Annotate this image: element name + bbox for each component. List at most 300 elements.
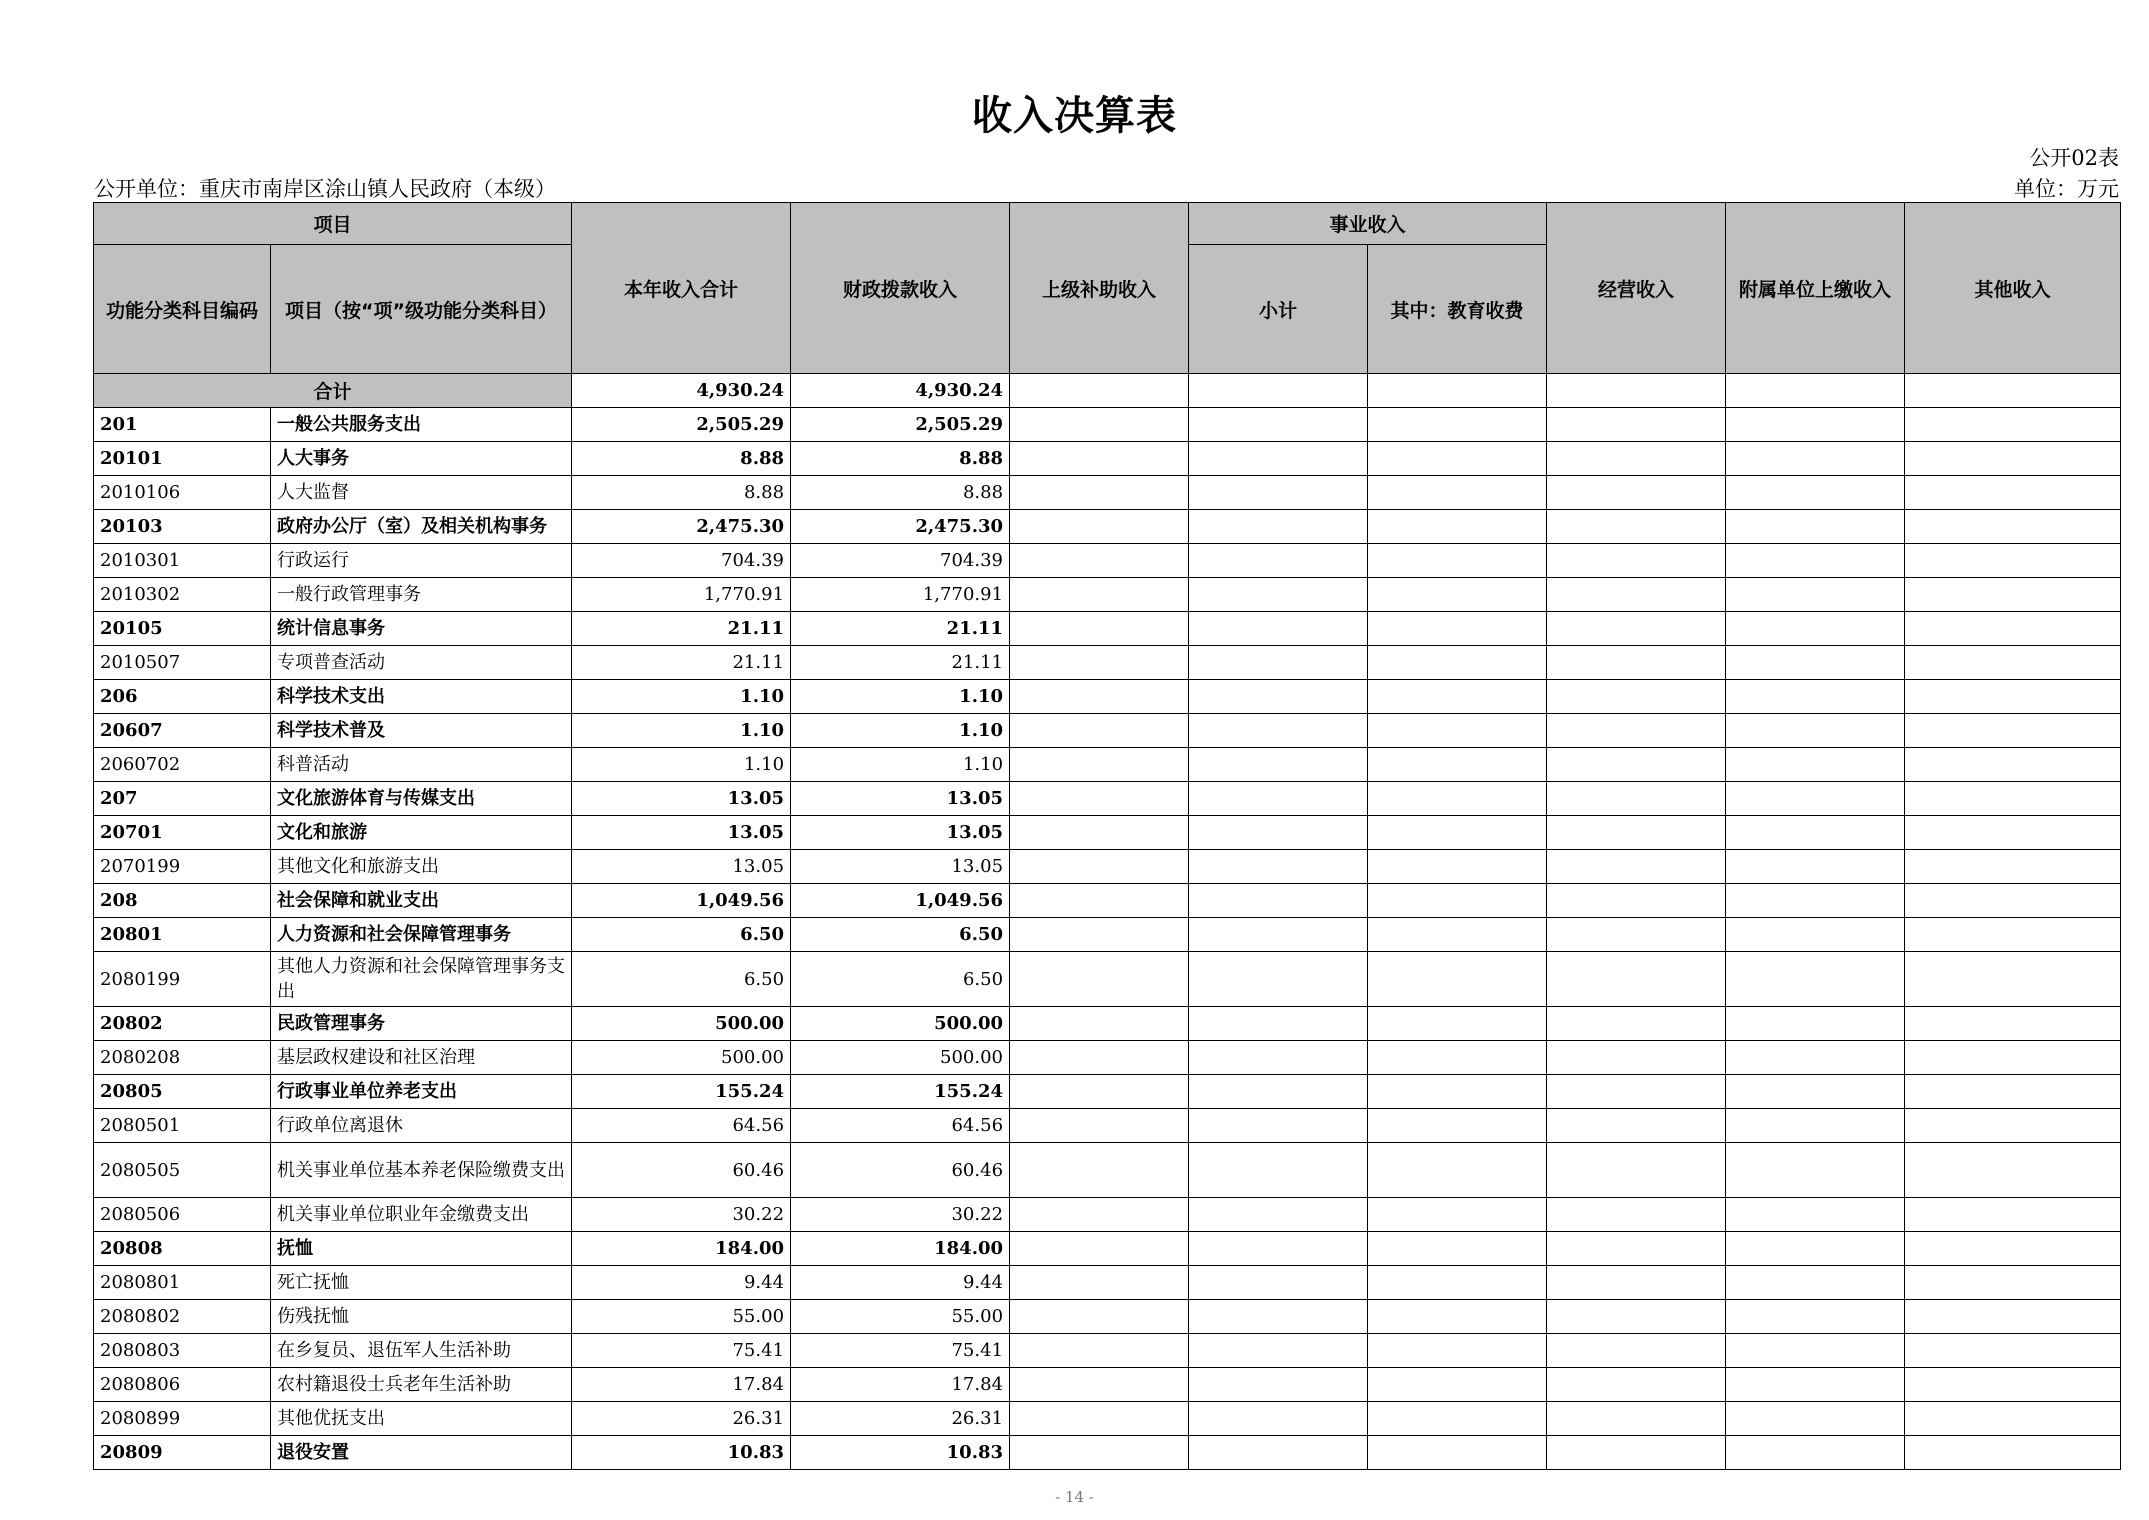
empty-cell xyxy=(1010,578,1189,612)
total-fiscal-value: 4,930.24 xyxy=(791,374,1010,408)
empty-cell xyxy=(1010,476,1189,510)
row-code: 2010507 xyxy=(94,646,271,680)
row-fiscal: 64.56 xyxy=(791,1109,1010,1143)
total-label: 合计 xyxy=(94,374,572,408)
empty-cell xyxy=(1189,1007,1368,1041)
empty-cell xyxy=(1368,1266,1547,1300)
row-name: 科学技术支出 xyxy=(271,680,572,714)
empty-cell xyxy=(1905,748,2121,782)
empty-cell xyxy=(1010,1334,1189,1368)
empty-cell xyxy=(1010,408,1189,442)
empty-cell xyxy=(1189,1368,1368,1402)
empty-cell xyxy=(1905,1368,2121,1402)
form-number: 公开02表 xyxy=(2029,146,2119,170)
empty-cell xyxy=(1189,1266,1368,1300)
empty-cell xyxy=(1547,1143,1726,1198)
row-fiscal: 155.24 xyxy=(791,1075,1010,1109)
row-total-income: 184.00 xyxy=(572,1232,791,1266)
empty-cell xyxy=(1189,1109,1368,1143)
empty-cell xyxy=(1368,646,1547,680)
row-name: 人大事务 xyxy=(271,442,572,476)
empty-cell xyxy=(1726,612,1905,646)
row-fiscal: 500.00 xyxy=(791,1041,1010,1075)
row-total-income: 6.50 xyxy=(572,918,791,952)
empty-cell xyxy=(1189,476,1368,510)
empty-cell xyxy=(1368,816,1547,850)
empty-cell xyxy=(1905,646,2121,680)
empty-cell xyxy=(1189,544,1368,578)
empty-cell xyxy=(1010,782,1189,816)
row-code: 2080899 xyxy=(94,1402,271,1436)
empty-cell xyxy=(1368,1402,1547,1436)
empty-cell xyxy=(1726,782,1905,816)
empty-cell xyxy=(1010,1007,1189,1041)
row-code: 20701 xyxy=(94,816,271,850)
row-total-income: 1.10 xyxy=(572,680,791,714)
empty-cell xyxy=(1726,884,1905,918)
empty-cell xyxy=(1189,646,1368,680)
row-name: 伤残抚恤 xyxy=(271,1300,572,1334)
row-fiscal: 8.88 xyxy=(791,476,1010,510)
row-name: 行政单位离退休 xyxy=(271,1109,572,1143)
row-total-income: 64.56 xyxy=(572,1109,791,1143)
row-total-income: 26.31 xyxy=(572,1402,791,1436)
row-fiscal: 2,505.29 xyxy=(791,408,1010,442)
page-title: 收入决算表 xyxy=(972,93,1177,139)
empty-cell xyxy=(1905,1232,2121,1266)
empty-cell xyxy=(1726,442,1905,476)
row-fiscal: 1.10 xyxy=(791,748,1010,782)
row-name: 人大监督 xyxy=(271,476,572,510)
row-code: 20607 xyxy=(94,714,271,748)
row-code: 20802 xyxy=(94,1007,271,1041)
row-fiscal: 704.39 xyxy=(791,544,1010,578)
row-code: 2010302 xyxy=(94,578,271,612)
empty-cell xyxy=(1189,408,1368,442)
empty-cell xyxy=(1010,1232,1189,1266)
row-name: 一般公共服务支出 xyxy=(271,408,572,442)
row-name: 基层政权建设和社区治理 xyxy=(271,1041,572,1075)
empty-cell xyxy=(1189,442,1368,476)
empty-cell xyxy=(1010,918,1189,952)
header-total-income: 本年收入合计 xyxy=(572,203,791,374)
empty-cell xyxy=(1010,714,1189,748)
empty-cell xyxy=(1726,646,1905,680)
table-row xyxy=(94,1232,2121,1266)
row-total-income: 8.88 xyxy=(572,442,791,476)
table-row xyxy=(94,1198,2121,1232)
row-fiscal: 8.88 xyxy=(791,442,1010,476)
row-total-income: 155.24 xyxy=(572,1075,791,1109)
row-name: 退役安置 xyxy=(271,1436,572,1470)
empty-cell xyxy=(1905,1143,2121,1198)
empty-cell xyxy=(1905,1075,2121,1109)
row-name: 政府办公厅（室）及相关机构事务 xyxy=(271,510,572,544)
row-code: 20808 xyxy=(94,1232,271,1266)
header-education: 其中：教育收费 xyxy=(1368,245,1547,374)
empty-cell xyxy=(1726,510,1905,544)
row-code: 2080199 xyxy=(94,952,271,1007)
empty-cell xyxy=(1905,850,2121,884)
empty-cell xyxy=(1726,1266,1905,1300)
empty-cell xyxy=(1726,816,1905,850)
empty-cell xyxy=(1547,1041,1726,1075)
empty-cell xyxy=(1010,1198,1189,1232)
row-code: 2080803 xyxy=(94,1334,271,1368)
row-name: 科学技术普及 xyxy=(271,714,572,748)
row-total-income: 2,475.30 xyxy=(572,510,791,544)
empty-cell xyxy=(1368,782,1547,816)
empty-cell xyxy=(1189,884,1368,918)
row-name: 科普活动 xyxy=(271,748,572,782)
empty-cell xyxy=(1010,510,1189,544)
empty-cell xyxy=(1010,884,1189,918)
header-fiscal: 财政拨款收入 xyxy=(791,203,1010,374)
empty-cell xyxy=(1905,578,2121,612)
row-fiscal: 55.00 xyxy=(791,1300,1010,1334)
row-total-income: 500.00 xyxy=(572,1007,791,1041)
empty-cell xyxy=(1547,408,1726,442)
row-name: 其他优抚支出 xyxy=(271,1402,572,1436)
empty-cell xyxy=(1010,1402,1189,1436)
row-fiscal: 1,049.56 xyxy=(791,884,1010,918)
row-code: 2080505 xyxy=(94,1143,271,1198)
empty-cell xyxy=(1726,1436,1905,1470)
row-name: 人力资源和社会保障管理事务 xyxy=(271,918,572,952)
row-fiscal: 10.83 xyxy=(791,1436,1010,1470)
row-code: 20809 xyxy=(94,1436,271,1470)
empty-cell xyxy=(1547,850,1726,884)
empty-cell xyxy=(1905,476,2121,510)
empty-cell xyxy=(1905,714,2121,748)
table-row xyxy=(94,476,2121,510)
row-fiscal: 6.50 xyxy=(791,952,1010,1007)
row-name: 民政管理事务 xyxy=(271,1007,572,1041)
row-fiscal: 60.46 xyxy=(791,1143,1010,1198)
table-row xyxy=(94,646,2121,680)
row-code: 2080806 xyxy=(94,1368,271,1402)
empty-cell xyxy=(1189,510,1368,544)
row-code: 2010301 xyxy=(94,544,271,578)
empty-cell xyxy=(1189,1402,1368,1436)
row-name: 社会保障和就业支出 xyxy=(271,884,572,918)
empty-cell xyxy=(1905,1334,2121,1368)
empty-cell xyxy=(1905,442,2121,476)
row-code: 201 xyxy=(94,408,271,442)
row-total-income: 1.10 xyxy=(572,714,791,748)
row-total-income: 75.41 xyxy=(572,1334,791,1368)
empty-cell xyxy=(1547,646,1726,680)
row-name: 专项普查活动 xyxy=(271,646,572,680)
empty-cell xyxy=(1189,1436,1368,1470)
row-name: 行政运行 xyxy=(271,544,572,578)
row-fiscal: 2,475.30 xyxy=(791,510,1010,544)
empty-cell xyxy=(1368,1143,1547,1198)
empty-cell xyxy=(1726,1007,1905,1041)
row-code: 2010106 xyxy=(94,476,271,510)
empty-cell xyxy=(1905,1300,2121,1334)
row-code: 20105 xyxy=(94,612,271,646)
table-row xyxy=(94,612,2121,646)
empty-cell xyxy=(1368,748,1547,782)
empty-cell xyxy=(1010,850,1189,884)
table-row xyxy=(94,1007,2121,1041)
total-row xyxy=(94,374,2121,408)
header-subtotal: 小计 xyxy=(1189,245,1368,374)
row-fiscal: 17.84 xyxy=(791,1368,1010,1402)
empty-cell xyxy=(1189,714,1368,748)
empty-cell xyxy=(1726,1368,1905,1402)
row-total-income: 17.84 xyxy=(572,1368,791,1402)
empty-cell xyxy=(1905,884,2121,918)
row-code: 2080506 xyxy=(94,1198,271,1232)
empty-cell xyxy=(1368,1041,1547,1075)
empty-cell xyxy=(1905,1198,2121,1232)
table-row xyxy=(94,816,2121,850)
table-row xyxy=(94,578,2121,612)
row-total-income: 30.22 xyxy=(572,1198,791,1232)
empty-cell xyxy=(1547,1198,1726,1232)
table-row xyxy=(94,850,2121,884)
empty-cell xyxy=(1547,1266,1726,1300)
table-row xyxy=(94,1143,2121,1198)
empty-cell xyxy=(1547,510,1726,544)
header-affiliated: 附属单位上缴收入 xyxy=(1726,203,1905,374)
row-total-income: 60.46 xyxy=(572,1143,791,1198)
empty-cell xyxy=(1010,1143,1189,1198)
empty-cell xyxy=(1905,544,2121,578)
empty-cell xyxy=(1547,884,1726,918)
empty-cell xyxy=(1368,680,1547,714)
table-row xyxy=(94,1402,2121,1436)
row-fiscal: 9.44 xyxy=(791,1266,1010,1300)
table-row xyxy=(94,1041,2121,1075)
table-row xyxy=(94,918,2121,952)
empty-cell xyxy=(1547,1436,1726,1470)
empty-cell xyxy=(1726,952,1905,1007)
empty-cell xyxy=(1189,1041,1368,1075)
empty-cell xyxy=(1905,816,2121,850)
row-fiscal: 13.05 xyxy=(791,782,1010,816)
empty-cell xyxy=(1189,952,1368,1007)
empty-cell xyxy=(1726,680,1905,714)
row-total-income: 9.44 xyxy=(572,1266,791,1300)
empty-cell xyxy=(1189,782,1368,816)
row-fiscal: 30.22 xyxy=(791,1198,1010,1232)
empty-cell xyxy=(1547,816,1726,850)
empty-cell xyxy=(1905,1109,2121,1143)
empty-cell xyxy=(1189,850,1368,884)
table-row xyxy=(94,510,2121,544)
row-name: 文化旅游体育与传媒支出 xyxy=(271,782,572,816)
table-row xyxy=(94,1368,2121,1402)
empty-cell xyxy=(1547,1007,1726,1041)
row-name: 机关事业单位职业年金缴费支出 xyxy=(271,1198,572,1232)
row-code: 20101 xyxy=(94,442,271,476)
row-name: 行政事业单位养老支出 xyxy=(271,1075,572,1109)
table-row xyxy=(94,1109,2121,1143)
row-total-income: 704.39 xyxy=(572,544,791,578)
row-name: 死亡抚恤 xyxy=(271,1266,572,1300)
empty-cell xyxy=(1189,748,1368,782)
empty-cell xyxy=(1368,850,1547,884)
row-name: 一般行政管理事务 xyxy=(271,578,572,612)
row-total-income: 13.05 xyxy=(572,816,791,850)
empty-cell xyxy=(1368,612,1547,646)
empty-cell xyxy=(1547,1402,1726,1436)
empty-cell xyxy=(1368,1007,1547,1041)
empty-cell xyxy=(1189,918,1368,952)
row-fiscal: 26.31 xyxy=(791,1402,1010,1436)
row-name: 在乡复员、退伍军人生活补助 xyxy=(271,1334,572,1368)
row-total-income: 21.11 xyxy=(572,612,791,646)
empty-cell xyxy=(1189,1300,1368,1334)
empty-cell xyxy=(1010,748,1189,782)
empty-cell xyxy=(1368,952,1547,1007)
row-name: 其他文化和旅游支出 xyxy=(271,850,572,884)
row-code: 208 xyxy=(94,884,271,918)
empty-cell xyxy=(1726,1402,1905,1436)
empty-cell xyxy=(1905,952,2121,1007)
empty-cell xyxy=(1547,1109,1726,1143)
empty-cell xyxy=(1905,408,2121,442)
empty-cell xyxy=(1726,1300,1905,1334)
empty-cell xyxy=(1905,510,2121,544)
empty-cell xyxy=(1368,1300,1547,1334)
row-fiscal: 75.41 xyxy=(791,1334,1010,1368)
empty-cell xyxy=(1905,612,2121,646)
table-row xyxy=(94,680,2121,714)
row-code: 2080802 xyxy=(94,1300,271,1334)
empty-cell xyxy=(1726,1334,1905,1368)
empty-cell xyxy=(1547,748,1726,782)
row-fiscal: 184.00 xyxy=(791,1232,1010,1266)
empty-cell xyxy=(1547,952,1726,1007)
empty-cell xyxy=(1010,1436,1189,1470)
table-row xyxy=(94,1075,2121,1109)
table-row xyxy=(94,544,2121,578)
empty-cell xyxy=(1010,612,1189,646)
table-row xyxy=(94,1436,2121,1470)
income-table xyxy=(93,202,2121,1470)
table-row xyxy=(94,884,2121,918)
empty-cell xyxy=(1368,1109,1547,1143)
row-fiscal: 6.50 xyxy=(791,918,1010,952)
empty-cell xyxy=(1547,1368,1726,1402)
row-code: 20103 xyxy=(94,510,271,544)
row-total-income: 8.88 xyxy=(572,476,791,510)
table-row xyxy=(94,1266,2121,1300)
empty-cell xyxy=(1189,1143,1368,1198)
table-row xyxy=(94,1334,2121,1368)
empty-cell xyxy=(1010,1075,1189,1109)
empty-cell xyxy=(1726,850,1905,884)
empty-cell xyxy=(1905,680,2121,714)
row-fiscal: 1,770.91 xyxy=(791,578,1010,612)
empty-cell xyxy=(1547,442,1726,476)
empty-cell xyxy=(1368,476,1547,510)
row-code: 20805 xyxy=(94,1075,271,1109)
row-total-income: 1,049.56 xyxy=(572,884,791,918)
empty-cell xyxy=(1189,1232,1368,1266)
empty-cell xyxy=(1368,1334,1547,1368)
empty-cell xyxy=(1905,1041,2121,1075)
empty-cell xyxy=(1726,1075,1905,1109)
row-total-income: 21.11 xyxy=(572,646,791,680)
empty-cell xyxy=(1547,1075,1726,1109)
row-fiscal: 13.05 xyxy=(791,850,1010,884)
empty-cell xyxy=(1368,544,1547,578)
table-row xyxy=(94,714,2121,748)
empty-cell xyxy=(1189,1334,1368,1368)
empty-cell xyxy=(1547,1300,1726,1334)
empty-cell xyxy=(1726,408,1905,442)
empty-cell xyxy=(1905,1436,2121,1470)
empty-cell xyxy=(1726,748,1905,782)
reporting-unit: 公开单位：重庆市南岸区涂山镇人民政府（本级） xyxy=(94,177,556,201)
row-code: 2080501 xyxy=(94,1109,271,1143)
empty-cell xyxy=(1189,816,1368,850)
header-superior: 上级补助收入 xyxy=(1010,203,1189,374)
row-fiscal: 1.10 xyxy=(791,680,1010,714)
empty-cell xyxy=(1010,544,1189,578)
empty-cell xyxy=(1368,442,1547,476)
empty-cell xyxy=(1726,918,1905,952)
empty-cell xyxy=(1368,918,1547,952)
row-fiscal: 1.10 xyxy=(791,714,1010,748)
empty-cell xyxy=(1547,1334,1726,1368)
empty-cell xyxy=(1726,578,1905,612)
row-code: 2080208 xyxy=(94,1041,271,1075)
row-total-income: 500.00 xyxy=(572,1041,791,1075)
row-code: 2060702 xyxy=(94,748,271,782)
empty-cell xyxy=(1905,1007,2121,1041)
empty-cell xyxy=(1368,1232,1547,1266)
empty-cell xyxy=(1010,1300,1189,1334)
row-fiscal: 21.11 xyxy=(791,646,1010,680)
row-total-income: 13.05 xyxy=(572,850,791,884)
empty-cell xyxy=(1547,544,1726,578)
page-number: - 14 - xyxy=(1055,1488,1094,1506)
empty-cell xyxy=(1726,1109,1905,1143)
empty-cell xyxy=(1189,578,1368,612)
row-fiscal: 13.05 xyxy=(791,816,1010,850)
empty-cell xyxy=(1547,578,1726,612)
row-name: 机关事业单位基本养老保险缴费支出 xyxy=(271,1143,572,1198)
empty-cell xyxy=(1189,1198,1368,1232)
empty-cell xyxy=(1905,918,2121,952)
empty-cell xyxy=(1010,816,1189,850)
row-code: 2080801 xyxy=(94,1266,271,1300)
empty-cell xyxy=(1547,1232,1726,1266)
empty-cell xyxy=(1726,1143,1905,1198)
empty-cell xyxy=(1189,1075,1368,1109)
empty-cell xyxy=(1547,782,1726,816)
empty-cell xyxy=(1905,1402,2121,1436)
row-code: 206 xyxy=(94,680,271,714)
empty-cell xyxy=(1010,1041,1189,1075)
empty-cell xyxy=(1189,612,1368,646)
table-row xyxy=(94,408,2121,442)
empty-cell xyxy=(1010,1368,1189,1402)
empty-cell xyxy=(1010,442,1189,476)
empty-cell xyxy=(1368,408,1547,442)
empty-cell xyxy=(1368,1368,1547,1402)
header-operating: 经营收入 xyxy=(1547,203,1726,374)
empty-cell xyxy=(1010,1109,1189,1143)
table-row xyxy=(94,748,2121,782)
empty-cell xyxy=(1368,510,1547,544)
